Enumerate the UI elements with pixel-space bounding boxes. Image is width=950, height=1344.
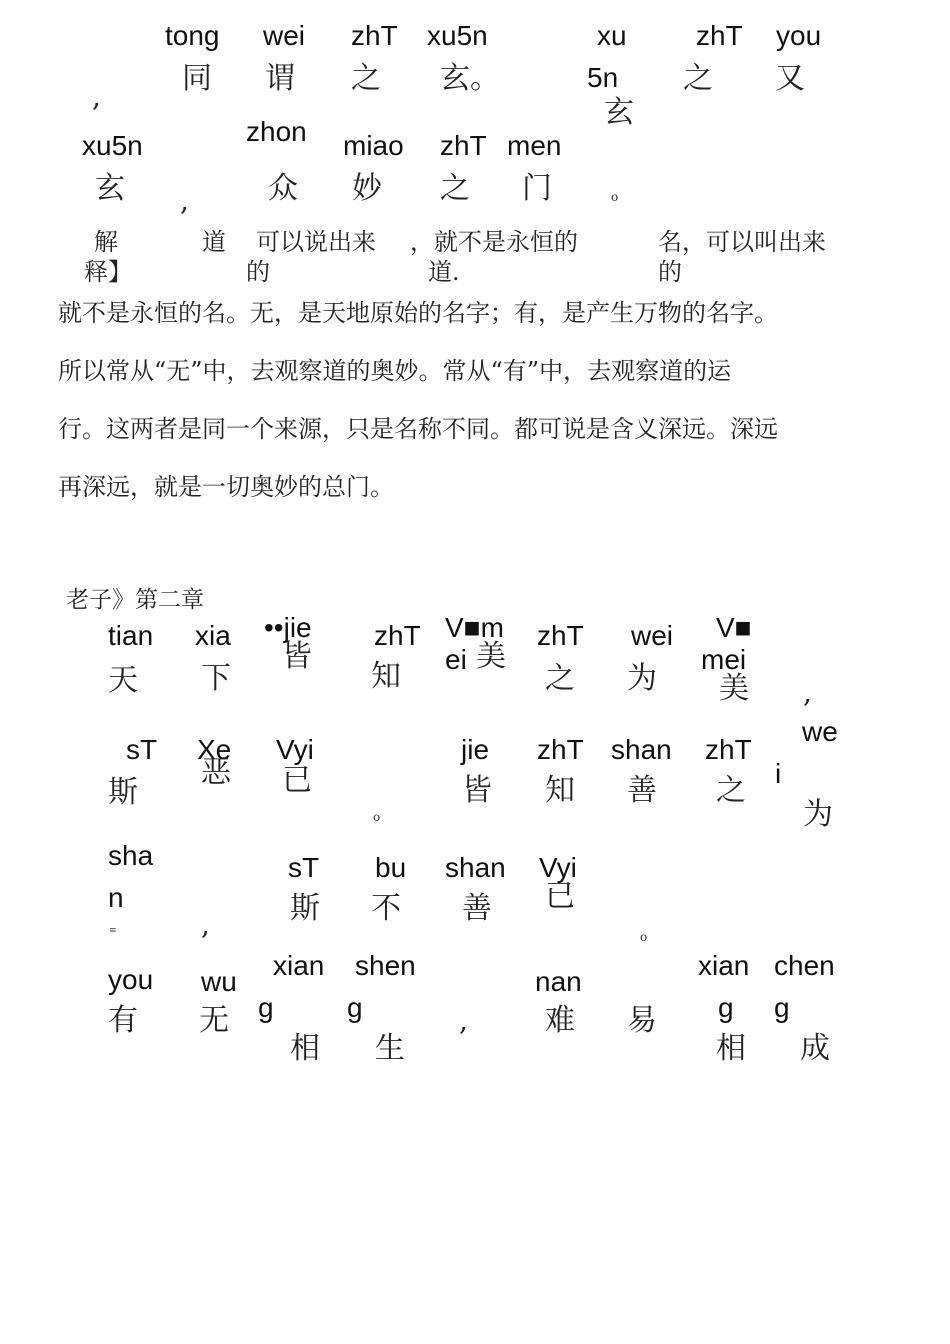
pinyin-mei: V■m — [445, 612, 504, 643]
pinyin-xuan: xu5n — [427, 20, 488, 51]
explain-segment: 可以说出来 — [256, 228, 376, 256]
hanzi-bu: 不 — [371, 891, 401, 926]
pinyin-si: sT — [126, 734, 158, 765]
pinyin-i: i — [775, 758, 782, 789]
period-mark: o — [611, 190, 619, 204]
hanzi-men: 门 — [522, 171, 552, 206]
hanzi-zhi-2: 之 — [545, 661, 575, 696]
comma: , — [92, 80, 101, 113]
pinyin-n: n — [108, 882, 124, 913]
pinyin-jie: ••jie — [264, 612, 312, 643]
pinyin-miao: miao — [343, 130, 404, 161]
pinyin-5n: 5n — [587, 62, 619, 93]
pinyin-zhi-2: zhT — [696, 20, 743, 51]
row-clipped — [0, 940, 950, 1066]
explanation-line-3: 行。这两者是同一个来源，只是名称不同。都可说是含义深远。深远 — [58, 415, 778, 443]
comma: , — [201, 908, 210, 941]
pinyin-you: you — [108, 964, 154, 995]
pinyin-xian: xian — [273, 950, 325, 981]
pinyin-zhi-2: zhT — [537, 620, 584, 651]
pinyin-v-mark: V■ — [716, 612, 752, 643]
comma: , — [459, 1004, 468, 1037]
hanzi-cheng: 成 — [800, 1031, 830, 1066]
hanzi-sheng: 生 — [375, 1031, 405, 1066]
pinyin-e: Xe — [197, 734, 232, 765]
hanzi-zhi: 之 — [440, 171, 470, 206]
explain-word-dao: 道 — [202, 228, 226, 256]
explain-segment-b: 道. — [428, 258, 460, 286]
hanzi-yi: 已 — [282, 763, 312, 798]
pinyin-g-2: g — [347, 992, 363, 1023]
hanzi-wei: 谓 — [265, 61, 295, 96]
pinyin-zhi-2: zhT — [705, 734, 752, 765]
explain-segment-b: 的 — [246, 258, 270, 286]
pinyin-zhi: zhT — [351, 20, 398, 51]
pinyin-shan: shan — [445, 852, 506, 883]
pinyin-g-3: g — [718, 992, 734, 1023]
hanzi-jie: 皆 — [282, 639, 312, 674]
hanzi-miao: 妙 — [352, 171, 382, 206]
pinyin-g-4: g — [774, 992, 790, 1023]
pinyin-xia: xia — [195, 620, 231, 651]
comma: , — [803, 676, 812, 709]
small-mark: ≡ — [109, 926, 117, 936]
pinyin-g: g — [258, 992, 274, 1023]
pinyin-xian-2: xian — [698, 950, 750, 981]
hanzi-yi: 已 — [545, 879, 575, 914]
pinyin-mei-2: mei — [701, 644, 747, 675]
hanzi-wu: 无 — [199, 1003, 229, 1038]
explanation-line — [80, 228, 880, 286]
hanzi-you: 有 — [108, 1003, 138, 1038]
period-mark: o — [373, 810, 381, 824]
pinyin-tong: tong — [165, 20, 220, 51]
hanzi-yi: 易 — [627, 1003, 657, 1038]
explain-segment: ，就不是永恒的 — [410, 228, 578, 256]
pinyin-we: we — [802, 716, 838, 747]
pinyin-shan: shan — [611, 734, 672, 765]
pinyin-shen: shen — [355, 950, 416, 981]
pinyin-zhi: zhT — [374, 620, 421, 651]
explain-label: 解 — [94, 228, 118, 256]
hanzi-si: 斯 — [290, 891, 320, 926]
hanzi-zhi-2: 之 — [716, 773, 746, 808]
hanzi-xuan: 玄。 — [440, 61, 500, 96]
explain-segment: 名，可以叫出来 — [658, 228, 826, 256]
hanzi-you: 又 — [775, 61, 805, 96]
clipped-hanzi — [596, 95, 636, 130]
explanation-line-2: 所以常从“无”中，去观察道的奥妙。常从“有”中，去观察道的运 — [58, 357, 732, 385]
hanzi-zhong: 众 — [268, 171, 298, 206]
pinyin-tian: tian — [108, 620, 154, 651]
hanzi-zhi-2: 之 — [683, 61, 713, 96]
pinyin-xuan: xu5n — [82, 130, 143, 161]
pinyin-xu: xu — [597, 20, 627, 51]
explanation-line-1: 就不是永恒的名。无，是天地原始的名字；有，是产生万物的名字。 — [58, 299, 778, 327]
pinyin-si: sT — [288, 852, 320, 883]
pinyin-jie: jie — [461, 734, 490, 765]
hanzi-e: 恶 — [201, 755, 231, 790]
hanzi-xuan: 玄 — [95, 171, 125, 206]
hanzi-nan: 难 — [545, 1003, 575, 1038]
pinyin-yi: Vyi — [539, 852, 577, 883]
explain-segment-b: 的 — [658, 258, 682, 286]
pinyin-yi: Vyi — [276, 734, 314, 765]
hanzi-wei: 为 — [803, 797, 833, 832]
hanzi-zhi: 之 — [351, 61, 381, 96]
hanzi-zhi: 知 — [545, 773, 575, 808]
hanzi-wei: 为 — [627, 661, 657, 696]
hanzi-mei-2: 美 — [719, 671, 749, 706]
hanzi-zhi: 知 — [371, 659, 401, 694]
pinyin-wu: wu — [201, 966, 237, 997]
pinyin-zhi: zhT — [440, 130, 487, 161]
period-mark: o — [640, 930, 648, 944]
pinyin-nan: nan — [535, 966, 582, 997]
pinyin-chen: chen — [774, 950, 835, 981]
hanzi-tong: 同 — [182, 61, 212, 96]
hanzi-jie: 皆 — [462, 773, 492, 808]
hanzi-tian: 天 — [108, 663, 138, 698]
pinyin-zhong: zhon — [246, 116, 307, 147]
explanation-line-4: 再深远，就是一切奥妙的总门。 — [58, 473, 394, 501]
hanzi-xuan-cut: 玄 — [604, 95, 634, 130]
pinyin-wei: wei — [631, 620, 674, 651]
hanzi-shan: 善 — [627, 773, 657, 808]
hanzi-xiang-2: 相 — [716, 1031, 746, 1066]
hanzi-mei: 美 — [476, 639, 506, 674]
hanzi-xia: 下 — [201, 661, 231, 696]
explain-label-2: 释】 — [84, 258, 132, 286]
pinyin-bu: bu — [375, 852, 407, 883]
hanzi-xiang: 相 — [290, 1031, 320, 1066]
pinyin-ei: ei — [445, 644, 467, 675]
pinyin-you: you — [776, 20, 822, 51]
hanzi-si: 斯 — [108, 775, 138, 810]
pinyin-men: men — [507, 130, 562, 161]
chapter-title: 老子》第二章 — [66, 587, 204, 613]
pinyin-zhi: zhT — [537, 734, 584, 765]
hanzi-shan: 善 — [462, 891, 492, 926]
pinyin-wei: wei — [263, 20, 306, 51]
pinyin-sha: sha — [108, 840, 154, 871]
comma: , — [180, 184, 189, 217]
